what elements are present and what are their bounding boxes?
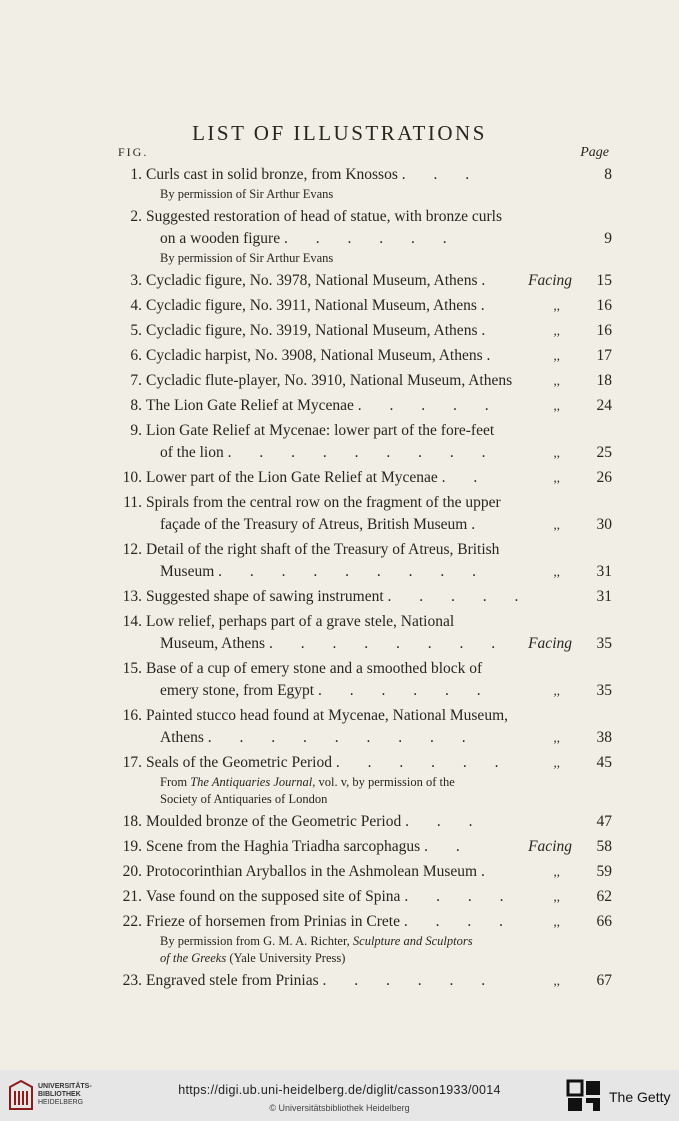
- entry-text: Engraved stele from Prinias . . . . . .: [146, 972, 498, 989]
- figure-number: 13.: [122, 588, 142, 605]
- dot-leader: . . . . . .: [322, 972, 498, 989]
- figure-number: 22.: [122, 913, 142, 930]
- entry-text: Moulded bronze of the Geometric Period . . .: [146, 813, 485, 830]
- entry-line: [106, 611, 612, 633]
- page-number: 35: [596, 635, 612, 652]
- figure-number: 21.: [122, 888, 142, 905]
- page-number: 58: [596, 838, 612, 855]
- page-number: 35: [596, 682, 612, 699]
- dot-leader: . .: [441, 469, 490, 486]
- entry-line: [106, 420, 612, 442]
- list-item: [106, 586, 612, 608]
- page-number: 31: [596, 588, 612, 605]
- list-item: [106, 270, 612, 292]
- entry-text: Cycladic flute-player, No. 3910, National Museum, Athens: [146, 372, 513, 389]
- entry-text: Suggested restoration of head of statue, with bronze curls: [146, 208, 502, 225]
- university-library-name: UNIVERSITÄTS- BIBLIOTHEK HEIDELBERG: [38, 1083, 92, 1106]
- figure-number: 17.: [122, 754, 142, 771]
- page-number: 38: [596, 729, 612, 746]
- dot-leader: .: [481, 272, 498, 289]
- entry-text: of the lion . . . . . . . . .: [160, 444, 498, 461]
- page-number: 17: [596, 347, 612, 364]
- entry-text: Protocorinthian Aryballos in the Ashmolean Museum .: [146, 863, 497, 880]
- entry-line: [106, 705, 612, 727]
- credit-note: From The Antiquaries Journal, vol. v, by permission of the: [160, 775, 455, 789]
- entry-line: [106, 514, 612, 536]
- entry-text: Cycladic harpist, No. 3908, National Museum, Athens .: [146, 347, 503, 364]
- dot-leader: . . . . . . . . .: [227, 444, 498, 461]
- entry-text: Vase found on the supposed site of Spina . . . .: [146, 888, 516, 905]
- figure-number: 12.: [122, 541, 142, 558]
- entry-line: [106, 228, 612, 250]
- dot-leader: . . . . . .: [317, 682, 493, 699]
- ditto-mark: ,,: [553, 517, 560, 532]
- ditto-mark: ,,: [553, 755, 560, 770]
- dot-leader: . . . . . .: [283, 230, 459, 247]
- entry-line: [106, 886, 612, 908]
- page-number: 9: [604, 230, 612, 247]
- ditto-mark: ,,: [553, 973, 560, 988]
- figure-number: 9.: [130, 422, 142, 439]
- dot-leader: . .: [424, 838, 472, 855]
- list-item: [106, 492, 612, 536]
- entry-text: Athens . . . . . . . . .: [160, 729, 478, 746]
- entry-line: [106, 658, 612, 680]
- list-item: [106, 836, 612, 858]
- list-item: [106, 911, 612, 967]
- credit-note: By permission of Sir Arthur Evans: [160, 187, 334, 201]
- footer-bar: [0, 1070, 679, 1121]
- page-number: 16: [596, 322, 612, 339]
- figure-number: 14.: [122, 613, 142, 630]
- entry-text: Museum, Athens . . . . . . . .: [160, 635, 508, 652]
- dot-leader: .: [471, 516, 488, 533]
- page-number: 59: [596, 863, 612, 880]
- figure-number: 8.: [130, 397, 142, 414]
- getty-name: The Getty: [609, 1089, 671, 1105]
- list-item: [106, 164, 612, 203]
- ditto-mark: ,,: [553, 889, 560, 904]
- entry-line: [106, 492, 612, 514]
- entry-text: Scene from the Haghia Triadha sarcophagus . .: [146, 838, 472, 855]
- ditto-mark: ,,: [553, 323, 560, 338]
- dot-leader: . . .: [401, 166, 482, 183]
- getty-logo-icon: [566, 1079, 604, 1113]
- dot-leader: . . . .: [403, 913, 515, 930]
- list-item: [106, 295, 612, 317]
- figure-number: 20.: [122, 863, 142, 880]
- list-item: [106, 705, 612, 749]
- document-url-link[interactable]: https://digi.ub.uni-heidelberg.de/diglit/casson1933/0014: [178, 1083, 501, 1097]
- dot-leader: . . . . . . . . .: [207, 729, 478, 746]
- entry-text: Curls cast in solid bronze, from Knossos . . .: [146, 166, 482, 183]
- entry-line: [106, 270, 612, 292]
- ditto-mark: ,,: [553, 564, 560, 579]
- figure-number: 6.: [130, 347, 142, 364]
- entry-line: [106, 395, 612, 417]
- dot-leader: .: [481, 322, 498, 339]
- page-number: 25: [596, 444, 612, 461]
- dot-leader: . . . . . . . .: [268, 635, 508, 652]
- page-title: LIST OF ILLUSTRATIONS: [192, 121, 487, 145]
- credit-note: of the Greeks (Yale University Press): [160, 951, 346, 965]
- entry-text: Cycladic figure, No. 3978, National Museum, Athens .: [146, 272, 498, 289]
- list-item: [106, 345, 612, 367]
- figure-number: 1.: [130, 166, 142, 183]
- figure-number: 3.: [130, 272, 142, 289]
- list-item: [106, 539, 612, 583]
- entry-text: Base of a cup of emery stone and a smoothed block of: [146, 660, 483, 677]
- entry-line: [106, 727, 612, 749]
- list-item: [106, 206, 612, 267]
- entry-line: [106, 633, 612, 655]
- entry-line: [106, 680, 612, 702]
- list-item: [106, 420, 612, 464]
- page-number: 67: [596, 972, 612, 989]
- ditto-mark: ,,: [553, 683, 560, 698]
- dot-leader: . . . . .: [387, 588, 531, 605]
- facing-label: Facing: [528, 635, 572, 652]
- entry-text: Spirals from the central row on the fragment of the upper: [146, 494, 501, 511]
- entry-line: [106, 911, 612, 933]
- entry-line: [106, 206, 612, 228]
- entry-text: Lower part of the Lion Gate Relief at Mycenae . .: [146, 469, 490, 486]
- figure-number: 2.: [130, 208, 142, 225]
- list-item: [106, 811, 612, 833]
- dot-leader: .: [486, 347, 503, 364]
- page-number: 30: [596, 516, 612, 533]
- page-number: 15: [596, 272, 612, 289]
- page-number: 47: [596, 813, 612, 830]
- entry-text: Seals of the Geometric Period . . . . . .: [146, 754, 511, 771]
- entry-text: on a wooden figure . . . . . .: [160, 230, 459, 247]
- page-number: 26: [596, 469, 612, 486]
- list-item: [106, 611, 612, 655]
- ditto-mark: ,,: [553, 730, 560, 745]
- entry-text: façade of the Treasury of Atreus, British Museum .: [160, 516, 488, 533]
- figure-number: 7.: [130, 372, 142, 389]
- copyright-text: © Universitätsbibliothek Heidelberg: [269, 1103, 410, 1113]
- entry-line: [106, 539, 612, 561]
- ditto-mark: ,,: [553, 348, 560, 363]
- figure-number: 15.: [122, 660, 142, 677]
- entry-text: Cycladic figure, No. 3919, National Museum, Athens .: [146, 322, 498, 339]
- list-item: [106, 320, 612, 342]
- dot-leader: .: [480, 297, 497, 314]
- entry-line: [106, 164, 612, 186]
- entry-text: emery stone, from Egypt . . . . . .: [160, 682, 493, 699]
- list-item: [106, 467, 612, 489]
- page-number: 24: [596, 397, 612, 414]
- facing-label: Facing: [528, 838, 572, 855]
- ditto-mark: ,,: [553, 373, 560, 388]
- page-column-header: Page: [580, 145, 609, 160]
- list-item: [106, 395, 612, 417]
- figure-number: 11.: [123, 494, 142, 511]
- page-number: 66: [596, 913, 612, 930]
- figure-number: 19.: [122, 838, 142, 855]
- entry-text: The Lion Gate Relief at Mycenae . . . . .: [146, 397, 501, 414]
- entry-line: [106, 370, 612, 392]
- figure-number: 23.: [122, 972, 142, 989]
- entry-line: [106, 442, 612, 464]
- list-item: [106, 886, 612, 908]
- dot-leader: . . . .: [404, 888, 516, 905]
- list-item: [106, 970, 612, 992]
- entry-text: Detail of the right shaft of the Treasury of Atreus, British: [146, 541, 500, 558]
- facing-label: Facing: [528, 272, 572, 289]
- entry-text: Frieze of horsemen from Prinias in Crete . . . .: [146, 913, 515, 930]
- figure-number: 18.: [122, 813, 142, 830]
- entry-text: Museum . . . . . . . . .: [160, 563, 488, 580]
- dot-leader: . . . . .: [357, 397, 501, 414]
- page-number: 8: [604, 166, 612, 183]
- page-number: 31: [596, 563, 612, 580]
- figure-number: 10.: [122, 469, 142, 486]
- page-number: 62: [596, 888, 612, 905]
- dot-leader: . . . . . .: [335, 754, 511, 771]
- entry-line: [106, 811, 612, 833]
- entry-line: [106, 561, 612, 583]
- illustrations-list: [106, 164, 612, 995]
- dot-leader: . . . . . . . . .: [218, 563, 488, 580]
- fig-column-header: FIG.: [118, 145, 149, 159]
- figure-number: 4.: [130, 297, 142, 314]
- list-item: [106, 752, 612, 808]
- entry-line: [106, 345, 612, 367]
- entry-line: [106, 467, 612, 489]
- ditto-mark: ,,: [553, 864, 560, 879]
- list-item: [106, 370, 612, 392]
- entry-line: [106, 295, 612, 317]
- spacer: [106, 992, 612, 995]
- ditto-mark: ,,: [553, 445, 560, 460]
- entry-line: [106, 836, 612, 858]
- entry-text: Suggested shape of sawing instrument . . . . .: [146, 588, 531, 605]
- entry-text: Cycladic figure, No. 3911, National Museum, Athens .: [146, 297, 497, 314]
- figure-number: 16.: [122, 707, 142, 724]
- page-number: 18: [596, 372, 612, 389]
- entry-text: Low relief, perhaps part of a grave stele, National: [146, 613, 455, 630]
- ditto-mark: ,,: [553, 398, 560, 413]
- page-number: 16: [596, 297, 612, 314]
- dot-leader: .: [480, 863, 497, 880]
- credit-note: By permission from G. M. A. Richter, Sculpture and Sculptors: [160, 934, 473, 948]
- list-item: [106, 861, 612, 883]
- entry-line: [106, 752, 612, 774]
- credit-note: By permission of Sir Arthur Evans: [160, 251, 334, 265]
- list-item: [106, 658, 612, 702]
- ditto-mark: ,,: [553, 298, 560, 313]
- entry-line: [106, 320, 612, 342]
- dot-leader: . . .: [405, 813, 485, 830]
- ditto-mark: ,,: [553, 470, 560, 485]
- entry-text: Painted stucco head found at Mycenae, National Museum,: [146, 707, 508, 724]
- entry-line: [106, 970, 612, 992]
- entry-line: [106, 861, 612, 883]
- entry-line: [106, 586, 612, 608]
- ditto-mark: ,,: [553, 914, 560, 929]
- credit-note: Society of Antiquaries of London: [160, 792, 328, 806]
- figure-number: 5.: [130, 322, 142, 339]
- entry-text: Lion Gate Relief at Mycenae: lower part of the fore-feet: [146, 422, 495, 439]
- page-number: 45: [596, 754, 612, 771]
